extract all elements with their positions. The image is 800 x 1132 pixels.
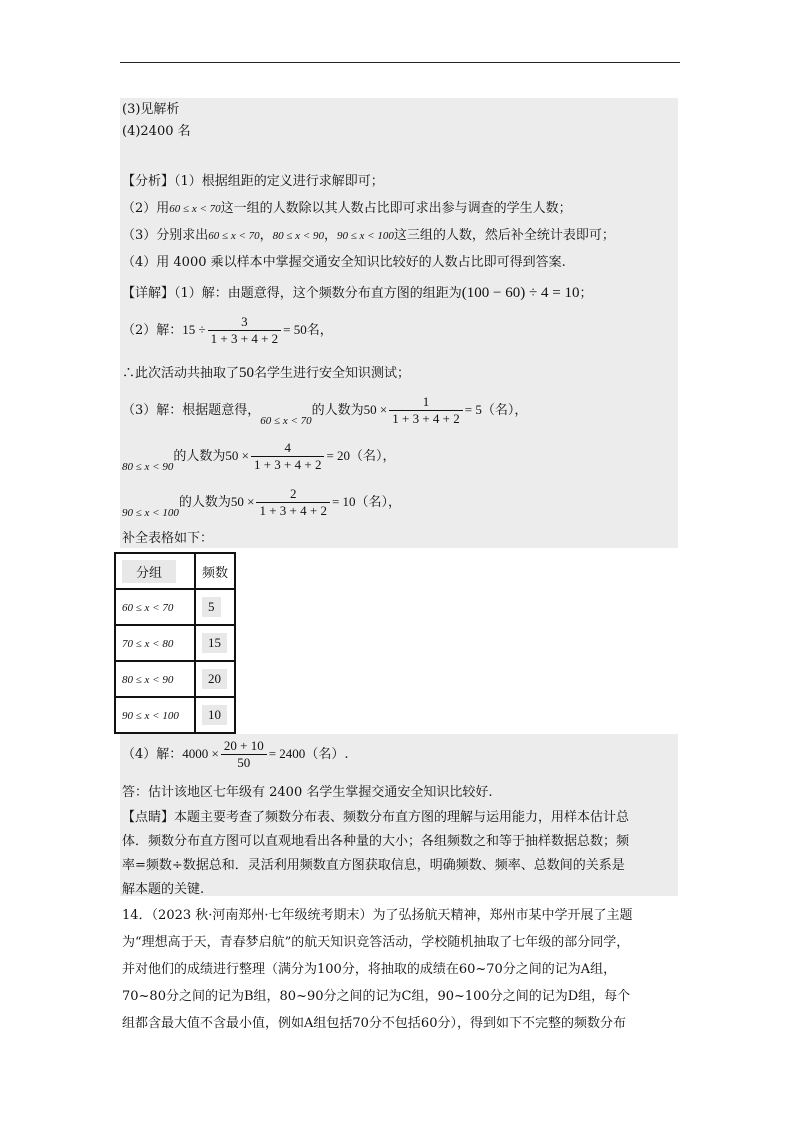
table-header-cell [115,553,195,589]
analysis-text-2b: 这一组的人数除以其人数占比即可求出参与调查的学生人数； [220,201,572,216]
unit: （名）， [355,495,402,510]
fraction-denominator: 1 + 3 + 4 + 2 [259,503,327,518]
detail-5 [122,486,401,519]
table-row [115,661,235,697]
question-14 [122,902,678,1037]
table-row [115,697,235,733]
fraction-denominator: 1 + 3 + 4 + 2 [392,411,460,426]
row-count: 10 [202,705,227,725]
unit: 名， [306,323,333,338]
table-cell [115,661,195,697]
detail-punct: ； [579,286,593,301]
fraction-numerator: 1 [389,394,463,411]
range-math: 80 ≤ x < 90 [272,230,324,242]
analysis-text-1: （1）根据组距的定义进行求解即可； [174,174,384,189]
fraction-numerator: 3 [208,314,282,331]
conclusion-text-b: 名学生进行安全知识测试； [254,366,411,381]
conclusion-text-a: ∴此次活动共抽取了 [122,366,240,381]
question-line-4: 70~80分之间的记为B组，80~90分之间的记为C组，90~100分之间的记为D组，每个 [122,989,631,1004]
analysis-p4: （4）用 4000 乘以样本中掌握交通安全知识比较好的人数占比即可得到答案. [122,255,566,270]
detail-2-conclusion [122,364,410,383]
table-cell [195,589,235,625]
table-cell [115,625,195,661]
interval-formula: (100 − 60) ÷ 4 = 10 [461,285,580,301]
fraction-numerator: 4 [251,440,325,457]
question-line-5: 组都含最大值不含最小值，例如A组包括70分不包括60分），得到如下不完整的频数分布 [122,1016,626,1031]
detail-label: 【详解】 [122,286,175,301]
detail-4 [122,440,396,473]
row-count: 20 [202,669,227,689]
formula-part: 15 ÷ [182,322,206,337]
formula-part: 50 × [230,494,255,509]
comment-line-3: 率=频数÷数据总和．灵活利用频数直方图获取信息，明确频数、频率、总数间的关系是 [122,858,625,873]
detail-2 [122,314,333,347]
comment-block [122,806,678,902]
formula-result: = 2400 [268,746,306,761]
row-count: 15 [202,633,227,653]
formula-part: 50 × [363,402,388,417]
table-row [115,625,235,661]
answer-3: (3)见解析 [122,102,180,117]
table-cell [195,661,235,697]
formula-result: = 5 [464,402,482,417]
analysis-p3: （3）分别求出60 ≤ x < 70，80 ≤ x < 90，90 ≤ x < 100这三组的人数，然后补全统计表即可； [122,228,615,243]
fraction-numerator: 20 + 10 [221,738,267,755]
table-cell [115,697,195,733]
table-cell [195,625,235,661]
part-4 [122,738,348,771]
formula-part: 50 × [225,448,249,463]
fraction [221,738,267,771]
analysis-p2 [122,200,572,218]
formula-result: = 20 [326,448,351,463]
question-line-2: 为“理想高于天，青春梦启航”的航天知识竞答活动，学校随机抽取了七年级的部分同学， [122,935,630,950]
fraction-denominator: 50 [237,755,251,770]
unit: （名）， [481,403,528,418]
range-math: 90 ≤ x < 100 [337,230,394,242]
frequency-table [114,552,236,734]
part4-text: （4）解： [122,747,183,762]
fraction [389,394,463,427]
range-math: 60 ≤ x < 70 [208,230,260,242]
detail-text-2: （2）解： [122,323,183,338]
formula-result: = 10 [331,494,356,509]
formula-result: = 50 [283,322,307,337]
conclusion: 答：估计该地区七年级有 2400 名学生掌握交通安全知识比较好. [122,785,493,800]
detail-text-1: （1）解：由题意得，这个频数分布直方图的组距为 [174,286,462,301]
row-count: 5 [202,597,221,617]
detail-text: 的人数为 [173,449,226,464]
fraction-numerator: 2 [256,486,330,503]
detail-text: 的人数为 [311,403,364,418]
question-line-3: 并对他们的成绩进行整理（满分为100分，将抽取的成绩在60~70分之间的记为A组， [122,962,617,977]
comment-line-4: 解本题的关键. [122,882,205,897]
row-range: 60 ≤ x < 70 [122,602,174,614]
header-group: 分组 [122,560,176,583]
analysis-p1 [122,173,384,191]
fraction [251,440,325,473]
row-range: 90 ≤ x < 100 [122,710,179,722]
comment-text: 本题主要考查了频数分布表、频数分布直方图的理解与运用能力，用样本估计总 [174,810,630,825]
header-rule [120,62,680,63]
analysis-text-3a: （3）分别求出 [122,228,209,243]
analysis-label: 【分析】 [122,174,175,189]
table-header-row [115,553,235,589]
table-intro: 补全表格如下： [122,531,214,546]
unit: （名）. [305,747,349,762]
range-math: 80 ≤ x < 90 [122,461,174,473]
row-range: 70 ≤ x < 80 [122,638,174,650]
comment-label: 【点睛】 [122,810,175,825]
unit: （名）， [350,449,396,464]
range-math: 90 ≤ x < 100 [122,507,179,519]
conclusion-number: 50 [239,365,255,381]
table-row [115,589,235,625]
table-cell [195,697,235,733]
fraction [256,486,330,519]
table-cell [115,589,195,625]
fraction-denominator: 1 + 3 + 4 + 2 [253,457,322,472]
detail-text-3: （3）解：根据题意得， [122,403,261,418]
header-frequency: 频数 [202,564,229,580]
detail-1 [122,284,592,303]
row-range: 80 ≤ x < 90 [122,674,174,686]
question-line-1: 14．（2023 秋·河南郑州·七年级统考期末）为了弘扬航天精神，郑州市某中学开展了主题 [122,908,633,923]
answer-4: (4)2400 名 [122,124,191,139]
range-math: 60 ≤ x < 70 [260,415,312,427]
comment-line-2: 体．频数分布直方图可以直观地看出各种量的大小；各组频数之和等于抽样数据总数；频 [122,834,630,849]
fraction [208,314,282,347]
formula-part: 4000 × [182,746,219,761]
analysis-text-2a: （2）用 [122,201,170,216]
range-math: 60 ≤ x < 70 [169,203,221,215]
analysis-text-3b: 这三组的人数，然后补全统计表即可； [393,228,615,243]
detail-text: 的人数为 [178,495,231,510]
fraction-denominator: 1 + 3 + 4 + 2 [210,331,279,346]
detail-3 [122,394,527,427]
table-header-cell [195,553,235,589]
comment-line-1 [122,806,678,830]
